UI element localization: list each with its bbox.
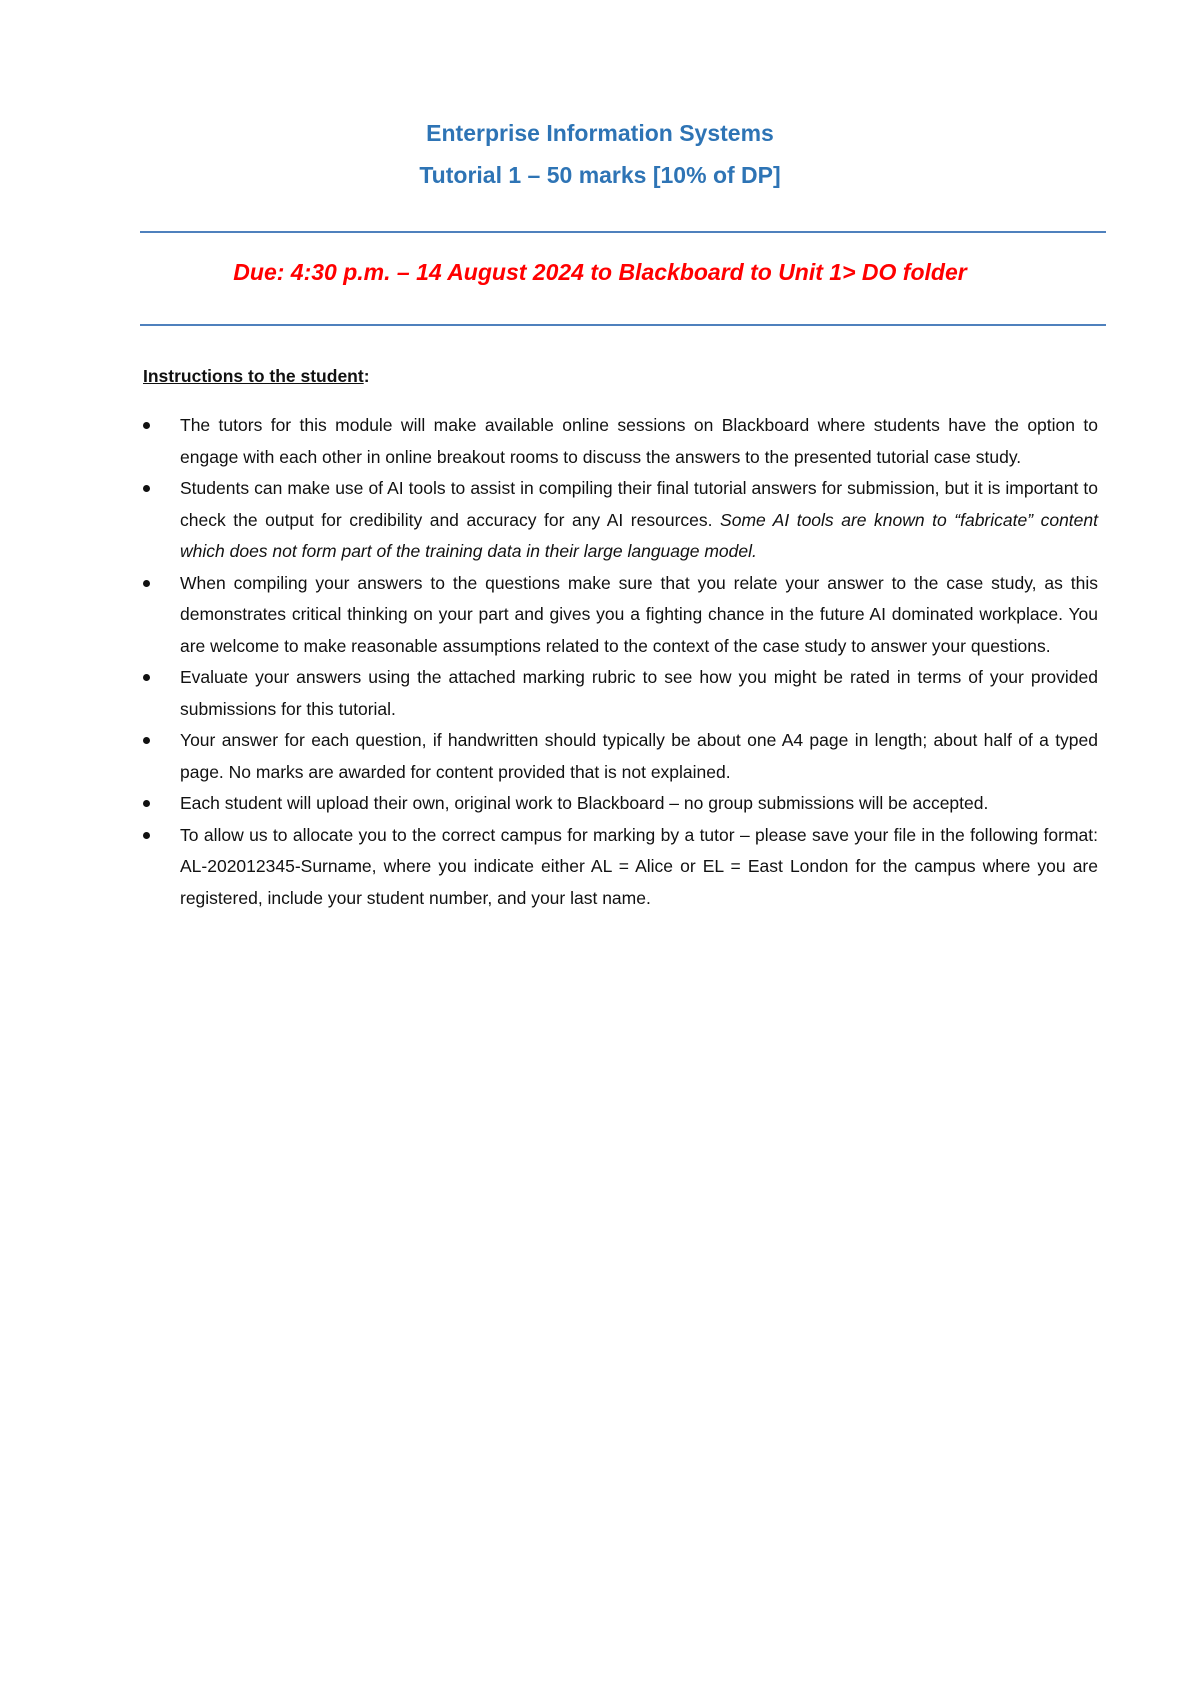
list-item-text: Your answer for each question, if handwritten should typically be about one A4 page in length; about half of a typed page. No marks are awarded for content provided that is not explained. [180,730,1098,782]
list-item-text: Students can make use of AI tools to assist in compiling their final tutorial answers for submission, but it is important to check the output for credibility and accuracy for any AI resources. [180,478,1098,530]
bullet-icon [143,580,150,587]
instructions-list [143,410,1098,914]
list-item-text: Evaluate your answers using the attached marking rubric to see how you might be rated in terms of your provided submissions for this tutorial. [180,667,1098,719]
document-subtitle: Tutorial 1 – 50 marks [10% of DP] [419,162,781,188]
list-item [143,568,1098,663]
bullet-icon [143,832,150,839]
list-item [143,473,1098,568]
list-item-text: The tutors for this module will make available online sessions on Blackboard where students have the option to engage with each other in online breakout rooms to discuss the answers to the presented tutorial case study. [180,415,1098,467]
list-item-italic-text: Some AI tools are known to “fabricate” content which does not form part of the training data in their large language model. [180,509,1098,561]
document-title: Enterprise Information Systems [426,120,774,146]
instructions-heading [143,366,370,387]
bullet-icon [143,737,150,744]
bullet-icon [143,674,150,681]
list-item-text: To allow us to allocate you to the correct campus for marking by a tutor – please save your file in the following format: AL-202012345-Surname, where you indicate either AL = Alice or EL = East London for the campus where you are registered, include your student number, and your last name. [180,824,1098,908]
list-item-text: Each student will upload their own, original work to Blackboard – no group submissions will be accepted. [180,793,989,813]
instructions-heading-text: Instructions to the student [143,366,364,386]
list-item [143,410,1098,473]
list-item [143,662,1098,725]
list-item [143,788,1098,820]
list-item [143,725,1098,788]
top-divider [140,231,1106,233]
list-item [143,820,1098,915]
bullet-icon [143,422,150,429]
due-date-notice: Due: 4:30 p.m. – 14 August 2024 to Blackboard to Unit 1> DO folder [233,259,967,285]
list-item-text: When compiling your answers to the questions make sure that you relate your answer to the case study, as this demonstrates critical thinking on your part and gives you a fighting chance in the future AI dominated workplace. You are welcome to make reasonable assumptions related to the context of the case study to answer your questions. [180,572,1098,656]
bullet-icon [143,485,150,492]
bottom-divider [140,324,1106,326]
instructions-heading-colon: : [363,366,370,386]
bullet-icon [143,800,150,807]
